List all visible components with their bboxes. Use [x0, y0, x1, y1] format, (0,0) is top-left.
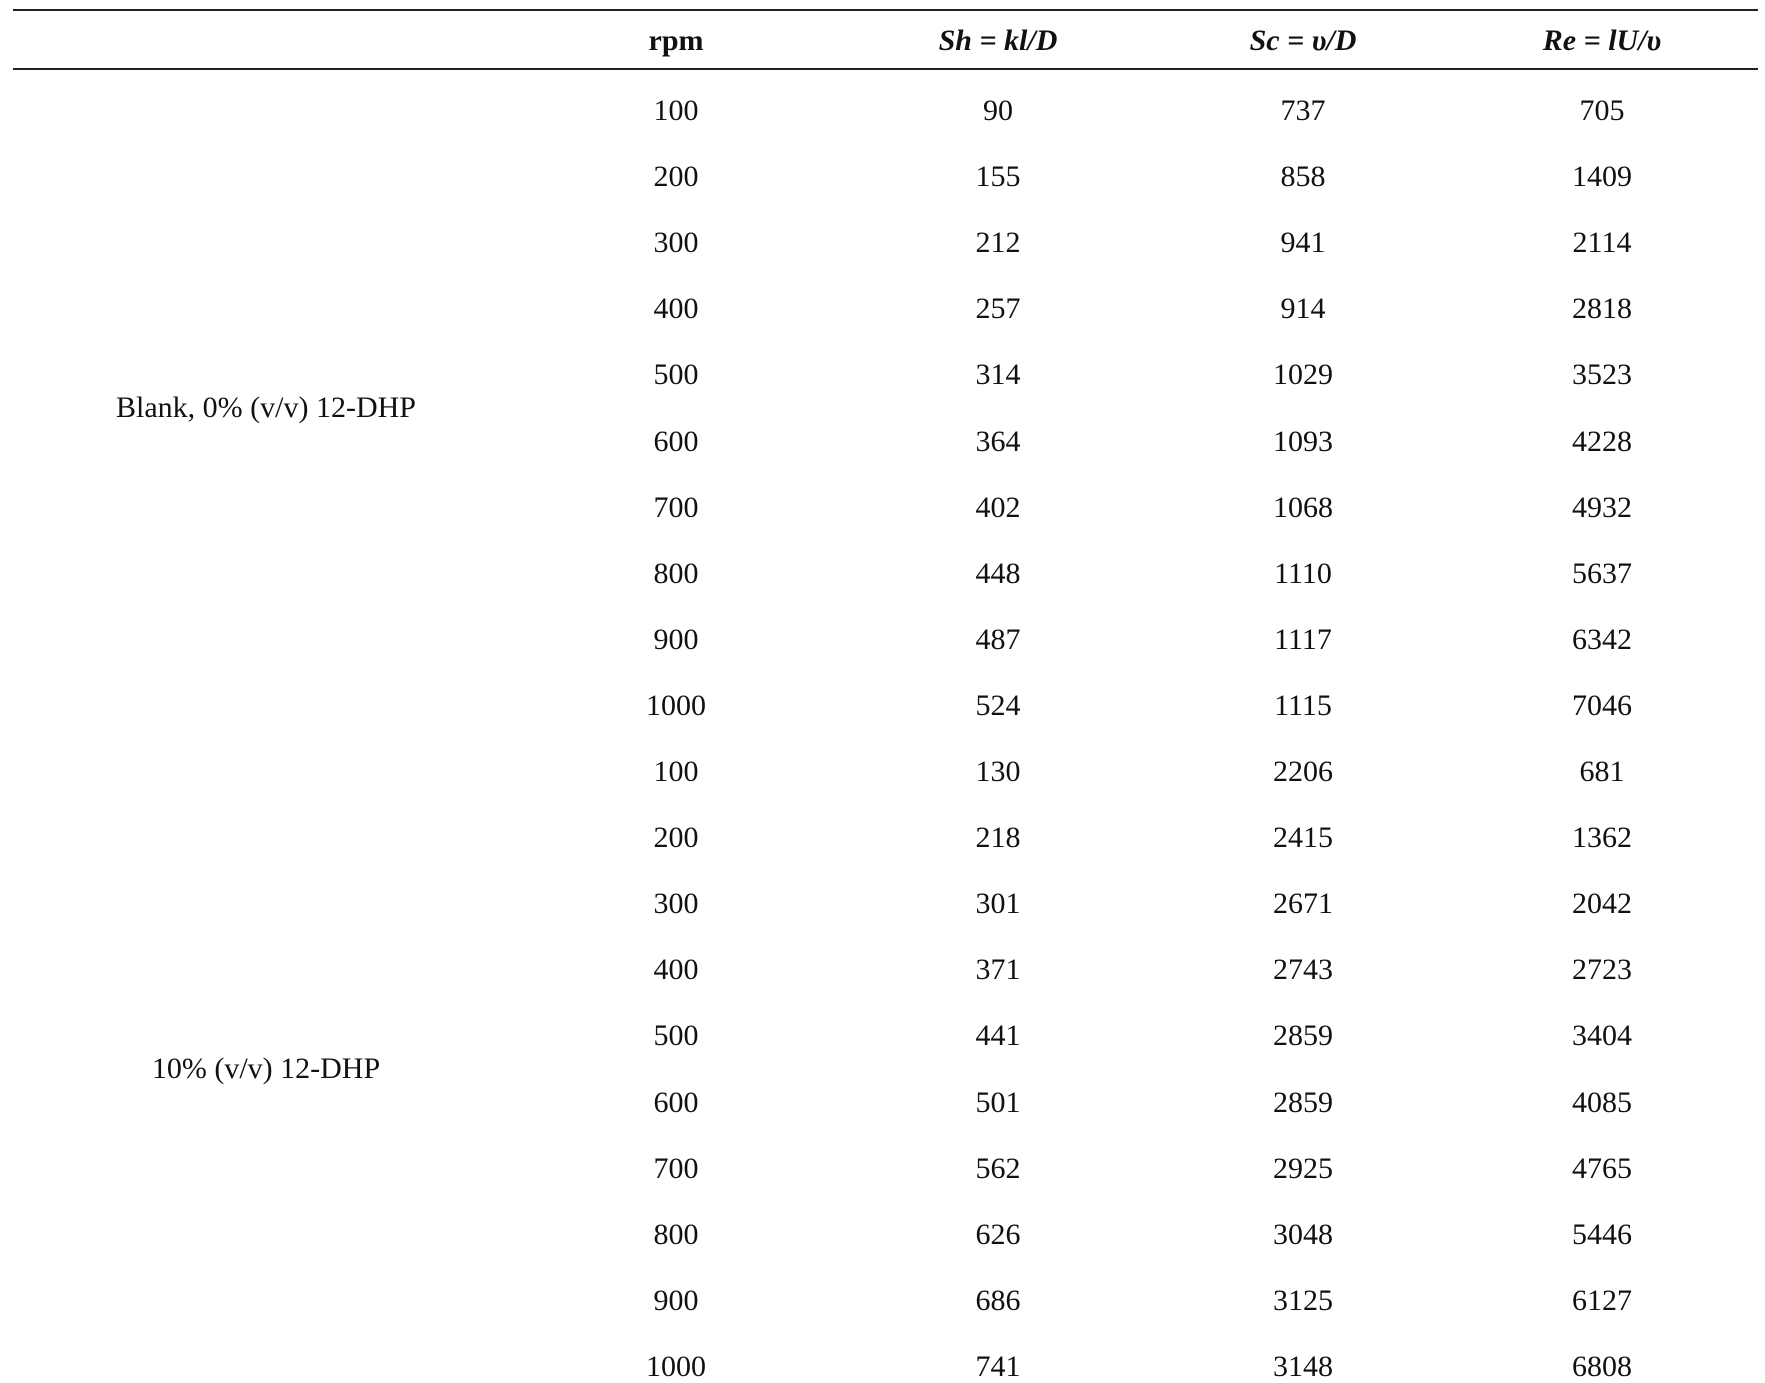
cell-rpm: 100 — [653, 755, 699, 788]
group-label: Blank, 0% (v/v) 12-DHP — [116, 391, 416, 425]
cell-sc: 2415 — [1273, 821, 1333, 855]
cell-sc: 3048 — [1273, 1217, 1333, 1251]
cell-rpm: 600 — [653, 424, 699, 458]
cell-re: 2042 — [1572, 887, 1632, 921]
cell-sh: 130 — [975, 755, 1021, 788]
header-schmidt — [1250, 26, 1357, 56]
cell-sh: 626 — [975, 1217, 1021, 1251]
cell-sh: 155 — [975, 160, 1021, 194]
cell-re: 5637 — [1572, 556, 1632, 590]
cell-rpm: 400 — [653, 953, 699, 987]
cell-re: 2723 — [1572, 953, 1632, 987]
cell-rpm: 900 — [653, 622, 699, 656]
cell-sc: 1093 — [1273, 424, 1333, 458]
cell-sc: 3125 — [1273, 1283, 1333, 1317]
cell-rpm: 1000 — [646, 1349, 706, 1383]
cell-sc: 914 — [1280, 292, 1326, 326]
header-reynolds — [1543, 26, 1661, 56]
cell-re: 705 — [1579, 94, 1625, 127]
cell-sh: 686 — [975, 1283, 1021, 1317]
cell-re: 1409 — [1572, 160, 1632, 194]
cell-re: 4765 — [1572, 1151, 1632, 1185]
cell-re: 3404 — [1572, 1019, 1632, 1053]
cell-sh: 487 — [975, 622, 1021, 656]
header-rpm: rpm — [648, 24, 704, 57]
cell-sh: 212 — [975, 226, 1021, 260]
cell-re: 4085 — [1572, 1085, 1632, 1119]
cell-re: 4932 — [1572, 490, 1632, 524]
header-sherwood-text: Sh = kl/D — [938, 24, 1058, 57]
header-bottom-rule — [13, 68, 1758, 70]
cell-re: 681 — [1579, 755, 1625, 788]
cell-sc: 3148 — [1273, 1349, 1333, 1383]
cell-re: 5446 — [1572, 1217, 1632, 1251]
cell-rpm: 700 — [653, 490, 699, 524]
cell-sh: 562 — [975, 1151, 1021, 1185]
table-top-rule — [13, 9, 1758, 11]
cell-rpm: 200 — [653, 160, 699, 194]
cell-re: 6127 — [1572, 1283, 1632, 1317]
cell-re: 7046 — [1572, 688, 1632, 722]
cell-sc: 1117 — [1274, 622, 1332, 656]
cell-rpm: 500 — [653, 358, 699, 392]
cell-sh: 741 — [975, 1349, 1021, 1383]
cell-sh: 364 — [975, 424, 1021, 458]
cell-rpm: 400 — [653, 292, 699, 326]
cell-sh: 218 — [975, 821, 1021, 855]
cell-sc: 941 — [1280, 226, 1326, 260]
header-reynolds-text: Re = lU/υ — [1542, 24, 1662, 57]
cell-re: 3523 — [1572, 358, 1632, 392]
cell-re: 2818 — [1572, 292, 1632, 326]
cell-sh: 301 — [975, 887, 1021, 921]
cell-sh: 314 — [975, 358, 1021, 392]
cell-re: 6342 — [1572, 622, 1632, 656]
cell-sh: 257 — [975, 292, 1021, 326]
cell-rpm: 100 — [653, 94, 699, 127]
cell-sh: 501 — [975, 1085, 1021, 1119]
cell-rpm: 200 — [653, 821, 699, 855]
cell-sc: 2859 — [1273, 1019, 1333, 1053]
cell-rpm: 300 — [653, 887, 699, 921]
cell-sh: 402 — [975, 490, 1021, 524]
cell-sc: 2743 — [1273, 953, 1333, 987]
cell-rpm: 500 — [653, 1019, 699, 1053]
cell-sh: 448 — [975, 556, 1021, 590]
cell-sc: 1068 — [1273, 490, 1333, 524]
group-label: 10% (v/v) 12-DHP — [151, 1052, 381, 1086]
cell-rpm: 600 — [653, 1085, 699, 1119]
cell-sc: 2859 — [1273, 1085, 1333, 1119]
cell-sc: 2671 — [1273, 887, 1333, 921]
cell-sh: 441 — [975, 1019, 1021, 1053]
cell-sc: 1029 — [1273, 358, 1333, 392]
cell-rpm: 800 — [653, 1217, 699, 1251]
cell-sc: 1115 — [1274, 688, 1332, 722]
cell-rpm: 700 — [653, 1151, 699, 1185]
cell-rpm: 800 — [653, 556, 699, 590]
cell-rpm: 1000 — [646, 688, 706, 722]
header-schmidt-text: Sc = υ/D — [1249, 24, 1357, 57]
cell-re: 6808 — [1572, 1349, 1632, 1383]
cell-sh: 371 — [975, 953, 1021, 987]
cell-sh: 524 — [975, 688, 1021, 722]
cell-sc: 858 — [1280, 160, 1326, 194]
cell-re: 1362 — [1572, 821, 1632, 855]
cell-re: 4228 — [1572, 424, 1632, 458]
cell-sc: 2206 — [1273, 755, 1333, 788]
cell-sc: 2925 — [1273, 1151, 1333, 1185]
cell-sh: 90 — [983, 94, 1013, 127]
cell-re: 2114 — [1572, 226, 1632, 260]
cell-sc: 737 — [1280, 94, 1326, 127]
header-sherwood — [939, 26, 1058, 56]
cell-rpm: 900 — [653, 1283, 699, 1317]
cell-sc: 1110 — [1274, 556, 1332, 590]
cell-rpm: 300 — [653, 226, 699, 260]
